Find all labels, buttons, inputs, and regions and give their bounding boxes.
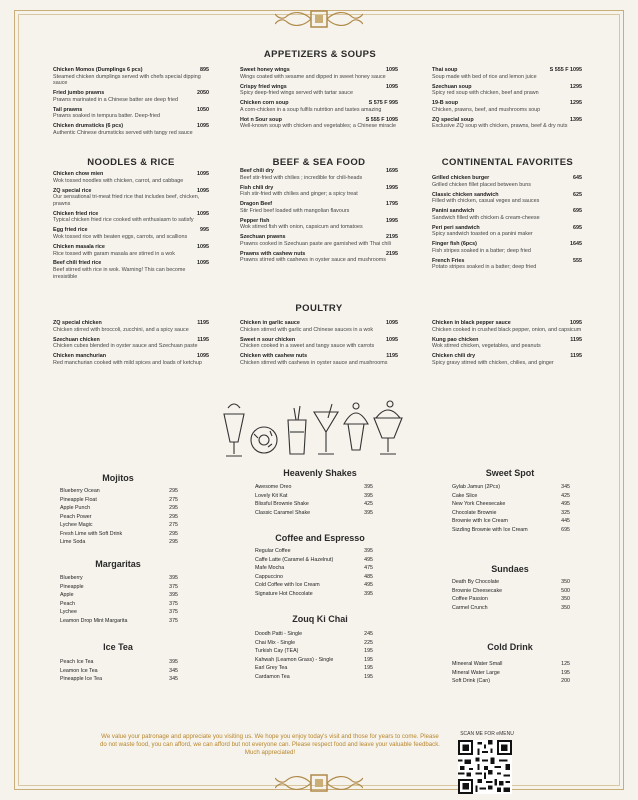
list-item: Cappuccino 485 (255, 573, 373, 580)
icetea-list (60, 658, 178, 684)
menu-item: Fried jumbo prawns 2050 Prawns marinated in a Chinese batter are deep fried (53, 90, 209, 103)
qr-label: SCAN ME FOR eMENU (460, 731, 514, 737)
chai-list (255, 630, 373, 681)
list-item: Peach 375 (60, 600, 178, 607)
list-item: Pineapple Ice Tea 345 (60, 676, 178, 682)
list-item: Leamon Drop Mint Margarita 375 (60, 617, 178, 624)
desserts-illustration-icon (214, 398, 420, 460)
list-item: Peach Ice Tea 395 (60, 659, 178, 665)
list-item: Blueberry 395 (60, 575, 178, 581)
list-item: Earl Grey Tea 195 (255, 665, 373, 671)
menu-item: ZQ special soup 1395 Exclusive ZQ soup with chicken, prawns, beef & dry nuts (432, 116, 582, 130)
menu-item: Chicken drumsticks (6 pcs) 1095 Authentic Chinese drumsticks served with tangy red sauce (53, 123, 209, 136)
list-item: Pineapple Float 275 (60, 496, 178, 503)
list-item: Pineapple 375 (60, 583, 178, 590)
section-title-beef: BEEF & SEA FOOD (272, 157, 366, 168)
menu-item: Chicken in garlic sauce 1095 Chicken stirred with garlic and Chinese sauces in a wok (240, 320, 398, 333)
menu-item: Beef chili dry 1695 Beef stir-fried with chilies ; incredible for chili-heads (240, 168, 398, 181)
shakes-list (255, 483, 373, 517)
drinks-title-colddrink: Cold Drink (487, 642, 533, 652)
list-item: Carmel Crunch 350 (452, 604, 570, 611)
list-item: Caffe Latte (Caramel & Hazelnut) 495 (255, 556, 373, 563)
menu-item: Chicken masala rice 1095 Rice tossed with garam masala are stirred in a wok (53, 243, 209, 257)
list-item: Doodh Patti - Single 245 (255, 631, 373, 637)
menu-item: Peri peri sandwich 695 Spicy sandwich toasted on a panini maker (432, 224, 582, 238)
menu-item: Pepper fish 1995 Wok stirred fish with onion, capsicum and tomatoes (240, 217, 398, 231)
noodles-column (53, 171, 209, 284)
list-item: Sizzling Brownie with Ice Cream 695 (452, 526, 570, 533)
section-title-poultry: POULTRY (295, 303, 343, 314)
list-item: Soft Drink (Can) 200 (452, 678, 570, 684)
list-item: Cardamon Tea 195 (255, 673, 373, 680)
list-item: Leamon Ice Tea 345 (60, 667, 178, 674)
list-item: Signature Hot Chocolate 395 (255, 590, 373, 597)
list-item: Apple Punch 295 (60, 505, 178, 511)
menu-item: Szechuan chicken 1195 Chicken cubes blended in oyster sauce and Szechuan paste (53, 336, 209, 350)
menu-item: Chicken chow mien 1095 Wok tossed noodles with chicken, carrot, and cabbage (53, 171, 209, 184)
drinks-title-icetea: Ice Tea (103, 642, 133, 652)
list-item: Death By Chocolate 350 (452, 579, 570, 585)
menu-item: Prawns with cashew nuts 2195 Prawns stirred with cashews in oyster sauce and mushrooms (240, 250, 398, 264)
list-item: Fresh Lime with Soft Drink 295 (60, 530, 178, 537)
list-item: Brownie Cheesecake 500 (452, 587, 570, 594)
list-item: Regular Coffee 395 (255, 548, 373, 554)
menu-item: Tail prawns 1050 Prawns soaked in tempura batter. Deep-fried (53, 106, 209, 120)
list-item: Brownie with Ice Cream 445 (452, 518, 570, 524)
menu-item: Classic chicken sandwich 625 Filled with chicken, casual veges and sauces (432, 191, 582, 205)
drinks-title-margaritas: Margaritas (95, 559, 141, 569)
menu-item: Grilled chicken burger 645 Grilled chicken fillet placed between buns (432, 175, 582, 188)
menu-item: Thai soup S 555 F 1095 Soup made with bed of rice and lemon juice (432, 67, 582, 80)
list-item: Lychee 375 (60, 609, 178, 615)
list-item: Mineeral Water Small 125 (452, 661, 570, 667)
list-item: Blueberry Ocean 295 (60, 488, 178, 494)
menu-item: Chicken Momos (Dumplings 6 pcs) 895 Steamed chicken dumplings served with chefs special dipping sauce (53, 67, 209, 87)
menu-item: ZQ special chicken 1195 Chicken stirred with broccoli, zucchini, and a spicy sauce (53, 320, 209, 333)
list-item: Turkish Cay (TEA) 195 (255, 648, 373, 654)
menu-item: Hot n Sour soup S 555 F 1095 Well-known soup with chicken and vegetables; a Chinese miracle (240, 116, 398, 130)
menu-item: Crispy fried wings 1095 Spicy deep-fried wings served with tartar sauce (240, 83, 398, 97)
menu-item: 19-B soup 1295 Chicken, prawns, beef, and mushrooms soup (432, 100, 582, 113)
poultry-column-3 (432, 320, 582, 370)
menu-item: Panini sandwich 695 Sandwich filled with chicken & cream-cheese (432, 208, 582, 221)
section-title-continental: CONTINENTAL FAVORITES (441, 157, 574, 168)
menu-item: Chicken fried rice 1095 Typical chicken fried rice cooked with enthusiasm to satisfy (53, 210, 209, 224)
drinks-title-mojitos: Mojitos (102, 473, 134, 483)
sundaes-list (452, 578, 570, 612)
list-item: Blissful Brownie Shake 425 (255, 501, 373, 507)
colddrink-list (452, 660, 570, 686)
continental-column (432, 175, 582, 274)
list-item: Gylab Jamun (2Pcs) 345 (452, 484, 570, 490)
menu-item: Szechuan soup 1295 Spicy red soup with chicken, beef and prawn (432, 83, 582, 97)
menu-item: ZQ special rice 1095 Our sensational tri-meat fried rice that includes beef, chicken, prawns (53, 187, 209, 207)
poultry-column-1 (53, 320, 209, 370)
menu-item: Kung pao chicken 1195 Wok stirred chicken, vegetables, and peanuts (432, 336, 582, 350)
list-item: Peach Power 295 (60, 513, 178, 520)
menu-item: Beef chili fried rice 1095 Beef stirred with rice in wok. Warning! This can become irresistible (53, 260, 209, 280)
list-item: Coffee Passion 350 (452, 596, 570, 602)
menu-item: French Fries 555 Potato stripes soaked in a batter; deep fried (432, 257, 582, 271)
sweet-list (452, 483, 570, 534)
mojitos-list (60, 487, 178, 547)
menu-item: Egg fried rice 995 Wok tossed rice with beaten eggs, carrots, and scallions (53, 227, 209, 240)
list-item: Lime Soda 295 (60, 539, 178, 545)
list-item: Awesome Oreo 395 (255, 484, 373, 490)
menu-item: Finger fish (6pcs) 1645 Fish stripes soaked in a batter; deep fried (432, 241, 582, 254)
appetizers-column-1 (53, 67, 209, 140)
beef-column (240, 168, 398, 267)
qr-code-icon[interactable] (458, 740, 512, 794)
menu-item: Szechuan prawns 2195 Prawns cooked in Szechuan paste are garnished with Thai chili (240, 234, 398, 247)
menu-item: Chicken with cashew nuts 1195 Chicken stirred with cashews in oyster sauce and mushrooms (240, 353, 398, 366)
menu-item: Chicken in black pepper sauce 1095 Chicken cooked in crushed black pepper, onion, and capsicum (432, 320, 582, 333)
menu-item: Dragon Beef 1795 Stir Fried beef loaded with mangolian flavours (240, 201, 398, 214)
menu-item: Sweet n sour chicken 1095 Chicken cooked in a sweet and tangy sauce with carrots (240, 336, 398, 350)
list-item: Mafe Mocha 475 (255, 565, 373, 571)
list-item: Chocolate Brownie 325 (452, 509, 570, 516)
menu-item: Chicken chili dry 1195 Spicy gravy stirred with chicken, chilies, and ginger (432, 353, 582, 366)
drinks-title-coffee: Coffee and Espresso (275, 533, 365, 543)
drinks-title-sundaes: Sundaes (491, 564, 529, 574)
coffee-list (255, 547, 373, 598)
drinks-title-shakes: Heavenly Shakes (283, 468, 357, 478)
drinks-title-chai: Zouq Ki Chai (292, 614, 348, 624)
top-ornament-icon (275, 8, 363, 30)
list-item: Cake Slice 425 (452, 492, 570, 499)
appetizers-column-2 (240, 67, 398, 133)
bottom-ornament-icon (275, 772, 363, 794)
list-item: Lovely Kit Kat 395 (255, 492, 373, 499)
list-item: Apple 395 (60, 592, 178, 598)
menu-item: Sweet honey wings 1095 Wings coated with sesame and dipped in sweet honey sauce (240, 67, 398, 80)
menu-item: Chicken manchurian 1095 Red manchurian cooked with mild spices and loads of ketchup (53, 353, 209, 366)
appetizers-column-3 (432, 67, 582, 133)
section-title-noodles: NOODLES & RICE (87, 157, 175, 168)
poultry-column-2 (240, 320, 398, 370)
list-item: Chai Mix - Single 225 (255, 639, 373, 646)
list-item: Kahwah (Leamon Grass) - Single 195 (255, 656, 373, 663)
footer-message: We value your patronage and appreciate you visiting us. We hope you enjoy today's visit and those for years to come. Please do not waste food, you can afford, we can afford but not everyone can. Please respect food and leave your valuable feedback. Much appreciated! (100, 733, 440, 756)
menu-item: Fish chili dry 1995 Fish stir-fried with chilies and ginger; a spicy treat (240, 184, 398, 198)
margaritas-list (60, 574, 178, 625)
drinks-title-sweet: Sweet Spot (485, 468, 535, 478)
list-item: New York Cheesecake 495 (452, 501, 570, 507)
menu-item: Chicken corn soup S 575 F 995 A corn-chicken in a soup fulfils nutrition and tastes amazing (240, 100, 398, 113)
list-item: Cold Coffee with Ice Cream 495 (255, 582, 373, 588)
list-item: Classic Caramel Shake 395 (255, 509, 373, 516)
list-item: Mineral Water Large 195 (452, 669, 570, 676)
list-item: Lychee Magic 275 (60, 522, 178, 528)
section-title-appetizers: APPETIZERS & SOUPS (263, 49, 377, 60)
